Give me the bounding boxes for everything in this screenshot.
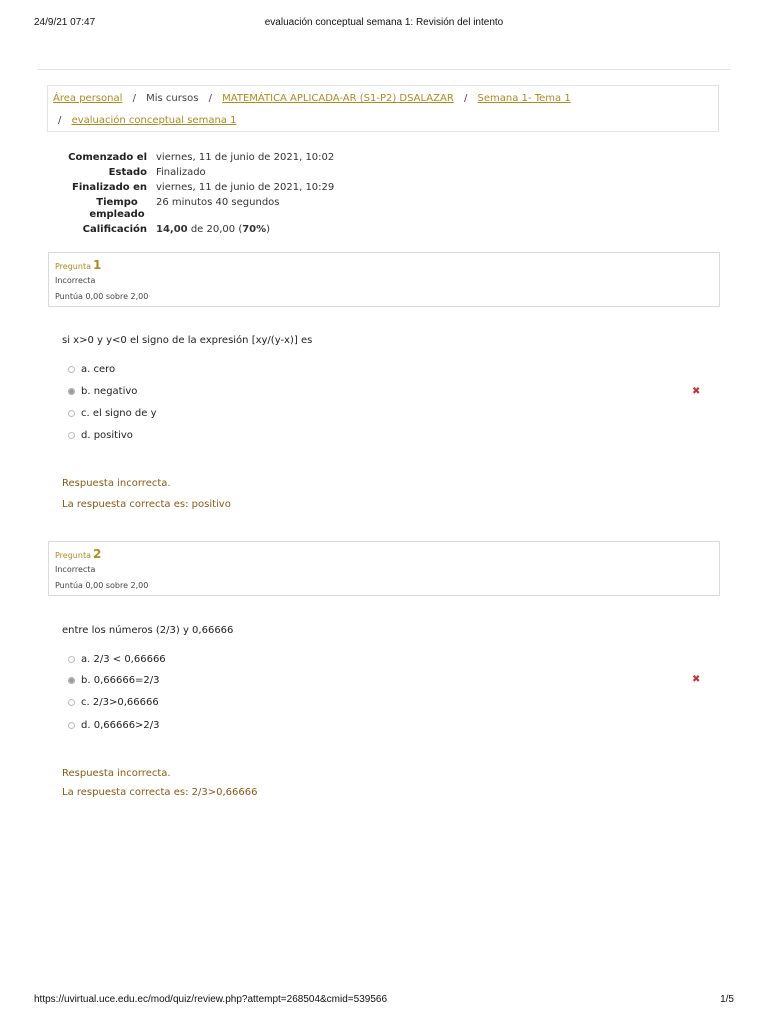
print-title: evaluación conceptual semana 1: Revisión del intento (264, 17, 504, 28)
radio-button[interactable] (68, 699, 75, 706)
question-state: Incorrecta (55, 565, 96, 574)
answer-option[interactable] (68, 720, 160, 731)
summary-row-time (47, 197, 447, 221)
radio-button[interactable] (68, 366, 75, 373)
cross-icon: ✖ (692, 386, 701, 397)
summary-started-label: Comenzado el (68, 152, 147, 163)
radio-button-checked[interactable] (68, 677, 75, 684)
grade-percent: 70% (242, 224, 267, 235)
breadcrumb-course[interactable]: MATEMÁTICA APLICADA-AR (S1-P2) DSALAZAR (222, 93, 454, 104)
correct-answer-text: La respuesta correcta es: 2/3>0,66666 (62, 787, 258, 798)
summary-state-value: Finalizado (156, 167, 206, 178)
radio-button[interactable] (68, 410, 75, 417)
print-url: https://uvirtual.uce.edu.ec/mod/quiz/review.php?attempt=268504&cmid=539566 (34, 994, 388, 1005)
breadcrumb-week[interactable]: Semana 1- Tema 1 (477, 93, 571, 104)
question-label: Pregunta (55, 551, 91, 560)
radio-button[interactable] (68, 722, 75, 729)
breadcrumb-quiz[interactable]: evaluación conceptual semana 1 (71, 115, 237, 126)
answer-option[interactable] (68, 697, 159, 708)
question-state: Incorrecta (55, 276, 96, 285)
summary-grade-label: Calificación (82, 224, 147, 235)
print-header (0, 17, 768, 31)
summary-started-value: viernes, 11 de junio de 2021, 10:02 (156, 152, 335, 163)
breadcrumb-separator: / (208, 93, 212, 104)
breadcrumb-mis-cursos: Mis cursos (146, 93, 199, 104)
answer-option-selected[interactable] (68, 386, 137, 397)
question-number (55, 547, 101, 561)
question-number (55, 258, 101, 272)
summary-row-started (47, 152, 447, 164)
summary-row-finished (47, 182, 447, 194)
divider (37, 69, 731, 70)
answer-label: d. 0,66666>2/3 (81, 720, 160, 731)
answer-label: a. 2/3 < 0,66666 (81, 654, 166, 665)
answer-label: b. negativo (81, 386, 138, 397)
answer-label: d. positivo (81, 430, 133, 441)
summary-time-value: 26 minutos 40 segundos (156, 197, 280, 208)
answer-label: b. 0,66666=2/3 (81, 675, 160, 686)
cross-icon: ✖ (692, 674, 701, 685)
feedback-text: Respuesta incorrecta. (62, 478, 171, 489)
question-info-2 (48, 541, 720, 596)
question-text-2: entre los números (2/3) y 0,66666 (62, 625, 234, 636)
breadcrumb-separator: / (463, 93, 468, 104)
radio-button-checked[interactable] (68, 388, 75, 395)
question-number-value: 1 (92, 258, 102, 272)
answer-option[interactable] (68, 408, 157, 419)
correct-answer-text: La respuesta correcta es: positivo (62, 499, 231, 510)
radio-button[interactable] (68, 432, 75, 439)
answer-option-selected[interactable] (68, 675, 160, 686)
radio-button[interactable] (68, 656, 75, 663)
breadcrumb (47, 85, 719, 132)
summary-finished-label: Finalizado en (72, 182, 147, 193)
summary-finished-value: viernes, 11 de junio de 2021, 10:29 (156, 182, 335, 193)
question-grade: Puntúa 0,00 sobre 2,00 (55, 581, 149, 590)
answer-option[interactable] (68, 430, 133, 441)
breadcrumb-area-personal[interactable]: Área personal (53, 93, 123, 104)
attempt-summary (47, 152, 447, 239)
print-footer (0, 994, 768, 1008)
summary-row-state (47, 167, 447, 179)
grade-score: 14,00 (156, 224, 188, 235)
question-grade: Puntúa 0,00 sobre 2,00 (55, 292, 149, 301)
summary-grade-value (156, 224, 270, 236)
answer-label: c. 2/3>0,66666 (81, 697, 159, 708)
question-text-1: si x>0 y y<0 el signo de la expresión [xy/(y-x)] es (62, 335, 313, 346)
question-info-1 (48, 252, 720, 307)
answer-label: a. cero (81, 364, 116, 375)
breadcrumb-separator: / (132, 93, 136, 104)
answer-option[interactable] (68, 364, 115, 375)
answer-label: c. el signo de y (81, 408, 157, 419)
question-number-value: 2 (92, 547, 102, 561)
print-page-number: 1/5 (720, 994, 734, 1005)
answer-option[interactable] (68, 654, 166, 665)
summary-time-label: Tiempo empleado (89, 197, 145, 220)
breadcrumb-separator: / (58, 115, 62, 126)
summary-row-grade (47, 224, 447, 236)
question-label: Pregunta (55, 262, 91, 271)
summary-state-label: Estado (108, 167, 147, 178)
grade-close: ) (266, 224, 271, 235)
print-datetime: 24/9/21 07:47 (34, 17, 96, 28)
grade-of: de 20,00 ( (190, 224, 243, 235)
feedback-text: Respuesta incorrecta. (62, 768, 171, 779)
